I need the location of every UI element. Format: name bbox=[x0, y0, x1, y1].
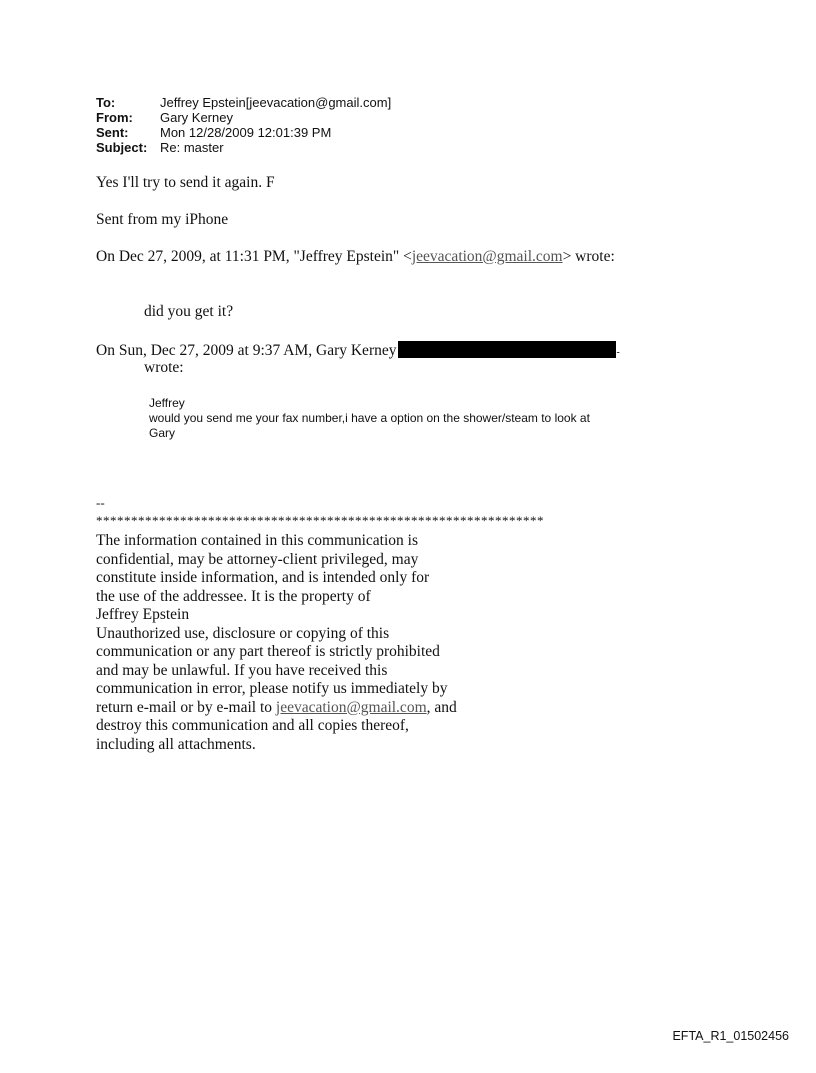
subject-row bbox=[96, 140, 391, 155]
sent-label: Sent: bbox=[96, 125, 129, 140]
from-label: From: bbox=[96, 110, 133, 125]
to-label: To: bbox=[96, 95, 116, 110]
subject-value: Re: master bbox=[160, 140, 224, 155]
disclaimer-line: constitute inside information, and is intended only for bbox=[96, 569, 430, 586]
to-row bbox=[96, 95, 391, 110]
separator-dashes: -- bbox=[96, 495, 105, 510]
disclaimer-line: including all attachments. bbox=[96, 735, 256, 753]
quote2-wrote: wrote: bbox=[144, 359, 184, 376]
sent-row bbox=[96, 125, 391, 140]
signature: Sent from my iPhone bbox=[96, 211, 229, 228]
quote1-text: did you get it? bbox=[144, 303, 234, 320]
disclaimer-line: Jeffrey Epstein bbox=[96, 606, 190, 623]
quote1-suffix: > wrote: bbox=[562, 248, 615, 265]
from-value: Gary Kerney bbox=[160, 110, 233, 125]
to-value: Jeffrey Epstein[jeevacation@gmail.com] bbox=[160, 95, 392, 110]
subject-label: Subject: bbox=[96, 140, 148, 155]
from-row bbox=[96, 110, 391, 125]
disclaimer-line: confidential, may be attorney-client privileged, may bbox=[96, 550, 419, 568]
confidentiality-disclaimer bbox=[96, 532, 457, 754]
quote2-dash: - bbox=[616, 347, 620, 358]
separator-stars: **************************************************************** bbox=[96, 513, 544, 528]
return-prefix: return e-mail or by e-mail to bbox=[96, 698, 276, 716]
quote2-prefix: On Sun, Dec 27, 2009 at 9:37 AM, Gary Kerney bbox=[96, 342, 397, 359]
sent-value: Mon 12/28/2009 12:01:39 PM bbox=[160, 125, 332, 140]
email-header bbox=[96, 95, 391, 155]
quote2-message bbox=[149, 396, 590, 441]
disclaimer-line: communication in error, please notify us immediately by bbox=[96, 680, 448, 697]
disclaimer-line: the use of the addressee. It is the property of bbox=[96, 587, 371, 605]
quote2-line: Jeffrey bbox=[149, 396, 185, 410]
redaction-bar bbox=[398, 341, 616, 358]
return-suffix: , and bbox=[426, 698, 457, 716]
reply-line: Yes I'll try to send it again. F bbox=[96, 174, 275, 191]
disclaimer-line: and may be unlawful. If you have received this bbox=[96, 661, 388, 679]
disclaimer-line: destroy this communication and all copies thereof, bbox=[96, 717, 409, 734]
quote2-line: Gary bbox=[149, 426, 176, 440]
quote1-email-link[interactable]: jeevacation@gmail.com bbox=[411, 248, 563, 265]
document-id: EFTA_R1_01502456 bbox=[672, 1029, 789, 1043]
return-email-link[interactable]: jeevacation@gmail.com bbox=[275, 698, 427, 716]
disclaimer-line: The information contained in this communication is bbox=[96, 532, 418, 549]
quote1-prefix: On Dec 27, 2009, at 11:31 PM, "Jeffrey Epstein" < bbox=[96, 248, 412, 265]
quote2-line: would you send me your fax number,i have a option on the shower/steam to look at bbox=[149, 411, 590, 425]
quote1-attribution bbox=[96, 248, 615, 266]
disclaimer-line: Unauthorized use, disclosure or copying of this bbox=[96, 624, 390, 642]
disclaimer-return-line bbox=[96, 699, 457, 718]
disclaimer-line: communication or any part thereof is strictly prohibited bbox=[96, 643, 440, 660]
